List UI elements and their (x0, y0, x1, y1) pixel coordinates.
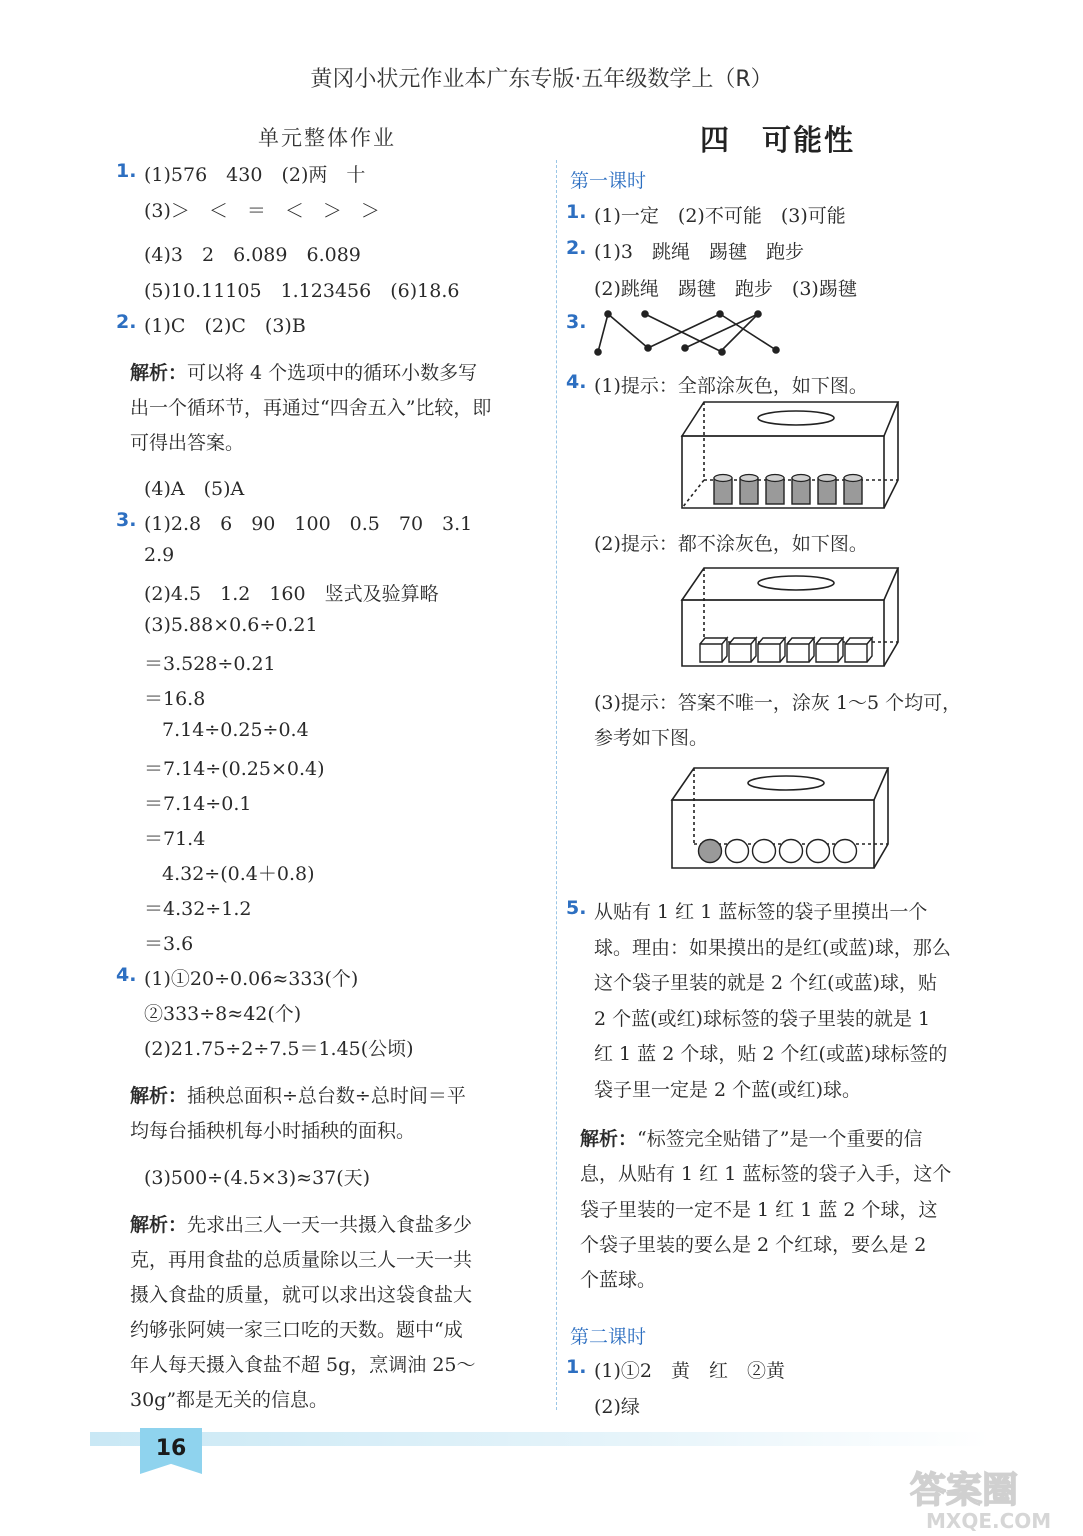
cube (845, 638, 872, 662)
question-number: 3. (116, 509, 137, 531)
answer-line: 约够张阿姨一家三口吃的天数。题中“成 (130, 1319, 463, 1341)
box-diagram-2 (678, 566, 900, 672)
answer-line: 4.32÷(0.4＋0.8) (162, 863, 315, 885)
answer-line: 球。理由：如果摸出的是红(或蓝)球，那么 (594, 937, 951, 959)
answer-line: 2.9 (144, 544, 175, 566)
answer-line: 袋子里一定是 2 个蓝(或红)球。 (594, 1079, 861, 1101)
answer-line: (1)3 跳绳 踢毽 跑步 (594, 241, 805, 263)
analysis-text: “标签完全贴错了”是一个重要的信 (637, 1128, 923, 1150)
answer-line: (1)C (2)C (3)B (144, 315, 306, 337)
answer-line: ＝7.14÷(0.25×0.4) (144, 758, 325, 780)
answer-line: (2)4.5 1.2 160 竖式及验算略 (144, 583, 439, 605)
shaded-ball (699, 840, 722, 863)
analysis-text: 插秧总面积÷总台数÷总时间＝平 (187, 1085, 466, 1107)
answer-line: 袋子里装的一定不是 1 红 1 蓝 2 个球，这 (580, 1199, 938, 1221)
cube (700, 638, 727, 662)
ball (807, 840, 830, 863)
question-number: 5. (566, 897, 587, 919)
answer-line: (1)576 430 (2)两 十 (144, 164, 366, 186)
ball (834, 840, 857, 863)
left-section-title: 单元整体作业 (258, 126, 396, 150)
svg-text:答案圈: 答案圈 (910, 1470, 1019, 1511)
box-diagram-1 (678, 396, 900, 516)
answer-line: 均每台插秧机每小时插秧的面积。 (130, 1120, 416, 1142)
analysis-label: 解析： (580, 1128, 638, 1150)
answer-line: (2)21.75÷2÷7.5＝1.45(公顷) (144, 1038, 414, 1060)
answer-line: 摄入食盐的质量，就可以求出这袋食盐大 (130, 1284, 473, 1306)
cylinder-top (844, 475, 862, 482)
column-divider (556, 160, 557, 1410)
answer-line: 2 个蓝(或红)球标签的袋子里装的就是 1 (594, 1008, 931, 1030)
analysis-text: 可以将 4 个选项中的循环小数多写 (187, 362, 478, 384)
question-number: 4. (116, 964, 137, 986)
ball (780, 840, 803, 863)
answer-line: ②333÷8≈42(个) (144, 1003, 302, 1025)
answer-line: 从贴有 1 红 1 蓝标签的袋子里摸出一个 (594, 901, 928, 923)
answer-line: 7.14÷0.25÷0.4 (162, 719, 309, 741)
page-number: 16 (155, 1436, 187, 1461)
answer-line: 红 1 蓝 2 个球，贴 2 个红(或蓝)球标签的 (594, 1043, 948, 1065)
ball (726, 840, 749, 863)
question-number: 2. (116, 311, 137, 333)
right-section-title: 四 可能性 (700, 123, 856, 157)
answer-line: 个蓝球。 (580, 1269, 657, 1291)
answer-line (130, 1210, 472, 1237)
answer-line: ＝4.32÷1.2 (144, 898, 252, 920)
answer-line (130, 358, 477, 385)
cube (787, 638, 814, 662)
box-diagram-3 (668, 766, 890, 872)
answer-line: (2)跳绳 踢毽 跑步 (3)踢毽 (594, 278, 857, 300)
answer-line: (4)3 2 6.089 6.089 (144, 244, 361, 266)
answer-line (130, 1081, 466, 1108)
answer-line: 个袋子里装的要么是 2 个红球，要么是 2 (580, 1234, 927, 1256)
answer-line: (1)一定 (2)不可能 (3)可能 (594, 205, 846, 227)
answer-line: (3)500÷(4.5×3)≈37(天) (144, 1167, 371, 1189)
matching-diagram (590, 302, 790, 362)
answer-line: 参考如下图。 (594, 727, 709, 749)
answer-line: 息，从贴有 1 红 1 蓝标签的袋子入手，这个 (580, 1163, 952, 1185)
answer-line: (1)提示：全部涂灰色，如下图。 (594, 375, 868, 397)
analysis-text: 先求出三人一天一共摄入食盐多少 (187, 1214, 473, 1236)
question-number: 1. (566, 1356, 587, 1378)
answer-line: 这个袋子里装的就是 2 个红(或蓝)球，贴 (594, 972, 937, 994)
ball-row (699, 840, 857, 863)
answer-line: (3)5.88×0.6÷0.21 (144, 614, 318, 636)
answer-line: (1)①2 黄 红 ②黄 (594, 1360, 786, 1382)
cylinder-top (766, 475, 784, 482)
answer-line: ＝3.6 (144, 933, 194, 955)
cylinder-row (714, 475, 862, 505)
answer-line: 出一个循环节，再通过“四舍五入”比较，即 (130, 397, 492, 419)
page-header: 黄冈小状元作业本广东专版·五年级数学上（R） (310, 67, 773, 92)
question-number: 2. (566, 237, 587, 259)
answer-line: 可得出答案。 (130, 432, 245, 454)
ball (753, 840, 776, 863)
answer-line: 30g”都是无关的信息。 (130, 1389, 329, 1411)
answer-line: (2)绿 (594, 1396, 640, 1418)
answer-line: (2)提示：都不涂灰色，如下图。 (594, 533, 868, 555)
answer-line: ＝7.14÷0.1 (144, 793, 252, 815)
answer-line (580, 1124, 922, 1151)
answer-line: ＝71.4 (144, 828, 206, 850)
question-number: 3. (566, 311, 587, 333)
cube-row (700, 638, 872, 662)
watermark-logo (906, 1462, 1076, 1532)
svg-text:MXQE.COM: MXQE.COM (926, 1509, 1052, 1532)
question-number: 4. (566, 371, 587, 393)
analysis-label: 解析： (130, 362, 188, 384)
answer-line: 克，再用食盐的总质量除以三人一天一共 (130, 1249, 473, 1271)
answer-line: (1)2.8 6 90 100 0.5 70 3.1 (144, 513, 473, 535)
answer-line: (5)10.11105 1.123456 (6)18.6 (144, 280, 460, 302)
lesson-title-1: 第一课时 (570, 170, 647, 192)
cube (816, 638, 843, 662)
lesson-title-2: 第二课时 (570, 1326, 647, 1348)
answer-line: (1)①20÷0.06≈333(个) (144, 968, 359, 990)
answer-line: 年人每天摄入食盐不超 5g，烹调油 25～ (130, 1354, 476, 1376)
analysis-label: 解析： (130, 1214, 188, 1236)
question-number: 1. (566, 201, 587, 223)
answer-line: ＝16.8 (144, 688, 206, 710)
cube (758, 638, 785, 662)
cylinder-top (740, 475, 758, 482)
answer-line: ＝3.528÷0.21 (144, 653, 276, 675)
answer-line: (4)A (5)A (144, 478, 245, 500)
answer-line: (3)＞ ＜ ＝ ＜ ＞ ＞ (144, 200, 380, 222)
cylinder-top (792, 475, 810, 482)
cube (729, 638, 756, 662)
answer-line: (3)提示：答案不唯一，涂灰 1～5 个均可， (594, 692, 962, 714)
cylinder-top (714, 475, 732, 482)
analysis-label: 解析： (130, 1085, 188, 1107)
footer-bar (90, 1432, 990, 1446)
question-number: 1. (116, 160, 137, 182)
cylinder-top (818, 475, 836, 482)
